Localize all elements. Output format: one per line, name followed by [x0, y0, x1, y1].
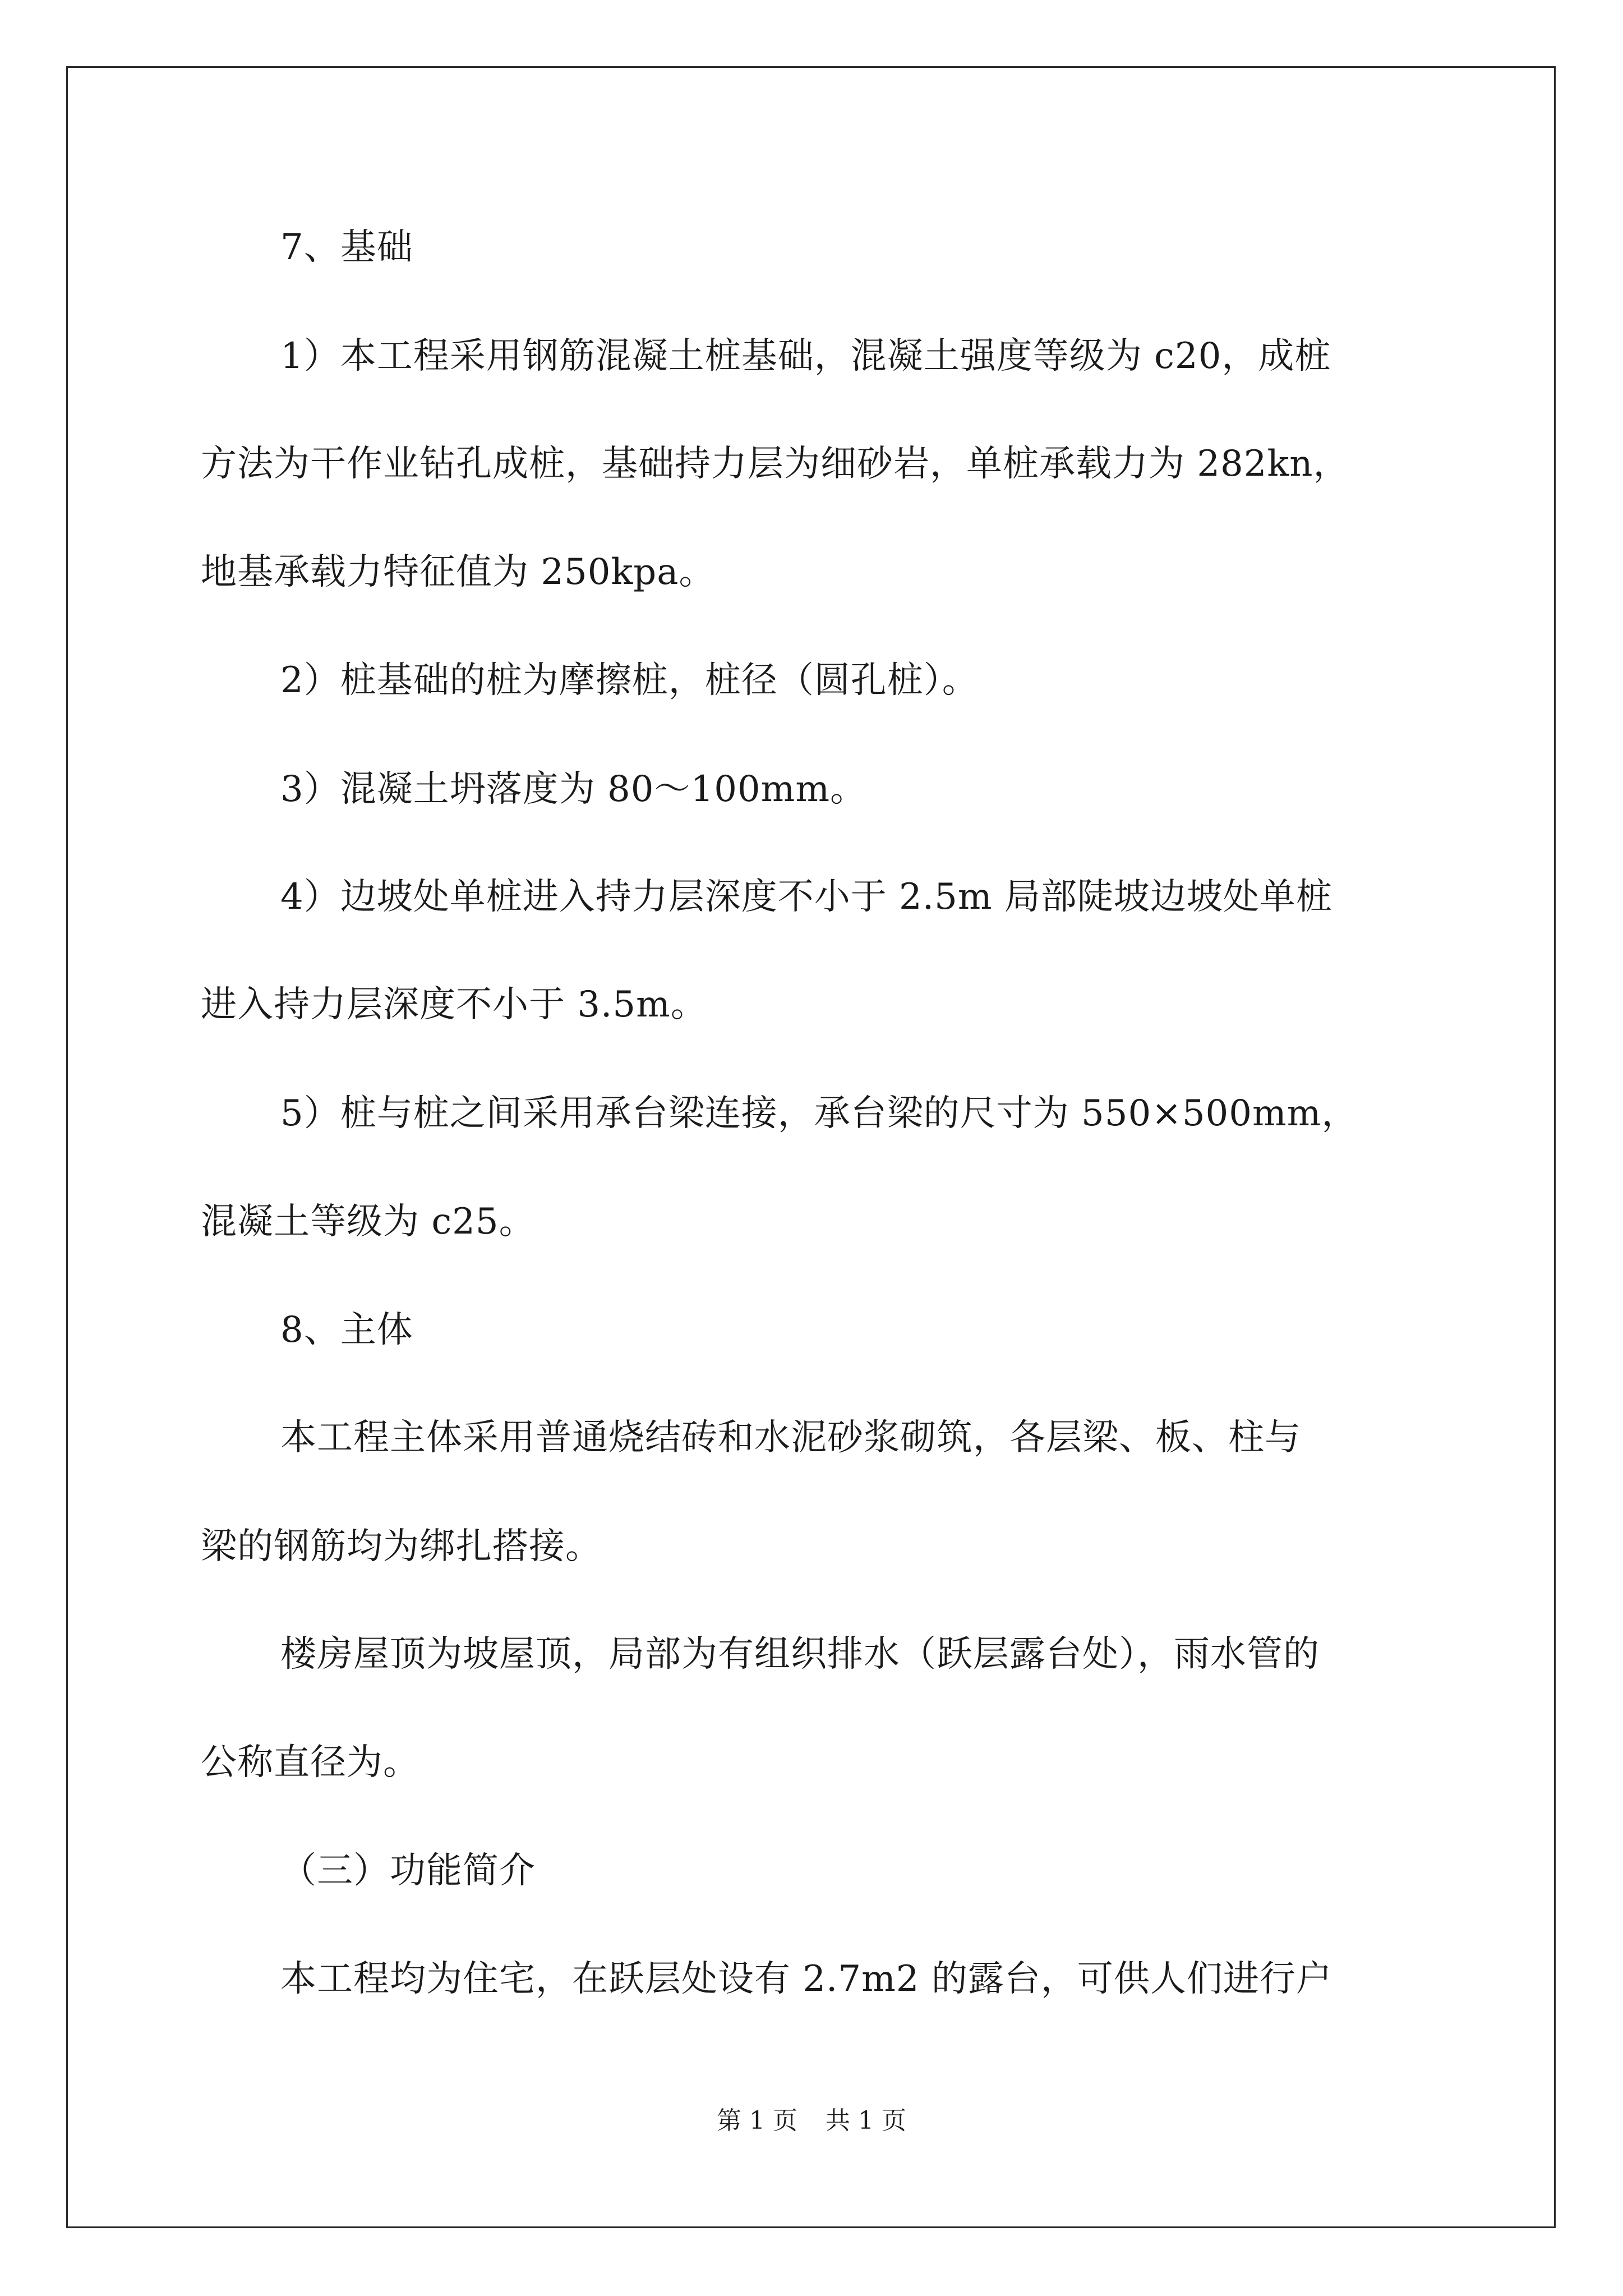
page-footer [0, 2104, 1623, 2138]
paragraph-line: 方法为干作业钻孔成桩，基础持力层为细砂岩，单桩承载力为 282kn， [201, 443, 1350, 485]
paragraph-line: 5）桩与桩之间采用承台梁连接，承台梁的尺寸为 550×500mm， [280, 1093, 1358, 1134]
page-border [66, 66, 1556, 2228]
paragraph-line: 3）混凝土坍落度为 80～100mm。 [280, 769, 867, 810]
paragraph-line: 4）边坡处单桩进入持力层深度不小于 2.5m 局部陡坡边坡处单桩 [280, 876, 1332, 918]
paragraph-line: 地基承载力特征值为 250kpa。 [201, 551, 716, 593]
paragraph-line: 混凝土等级为 c25。 [201, 1201, 536, 1243]
paragraph-line: 梁的钢筋均为绑扎搭接。 [201, 1526, 602, 1567]
paragraph-line: 2）桩基础的桩为摩擦桩，桩径（圆孔桩）。 [280, 660, 979, 701]
section-heading-main-structure: 8、主体 [280, 1309, 413, 1351]
paragraph-line: 楼房屋顶为坡屋顶，局部为有组织排水（跃层露台处），雨水管的 [280, 1634, 1320, 1675]
page-number: 第 1 页 [717, 2106, 797, 2135]
page-total: 共 1 页 [826, 2106, 906, 2135]
paragraph-line: 1）本工程采用钢筋混凝土桩基础，混凝土强度等级为 c20，成桩 [280, 335, 1331, 377]
section-heading-foundation: 7、基础 [280, 227, 413, 268]
section-heading-function-intro: （三）功能简介 [280, 1850, 536, 1892]
paragraph-line: 本工程主体采用普通烧结砖和水泥砂浆砌筑，各层梁、板、柱与 [280, 1417, 1301, 1458]
paragraph-line: 公称直径为。 [201, 1742, 419, 1783]
paragraph-line: 进入持力层深度不小于 3.5m。 [201, 984, 707, 1025]
paragraph-line: 本工程均为住宅，在跃层处设有 2.7m2 的露台，可供人们进行户 [280, 1958, 1332, 2000]
